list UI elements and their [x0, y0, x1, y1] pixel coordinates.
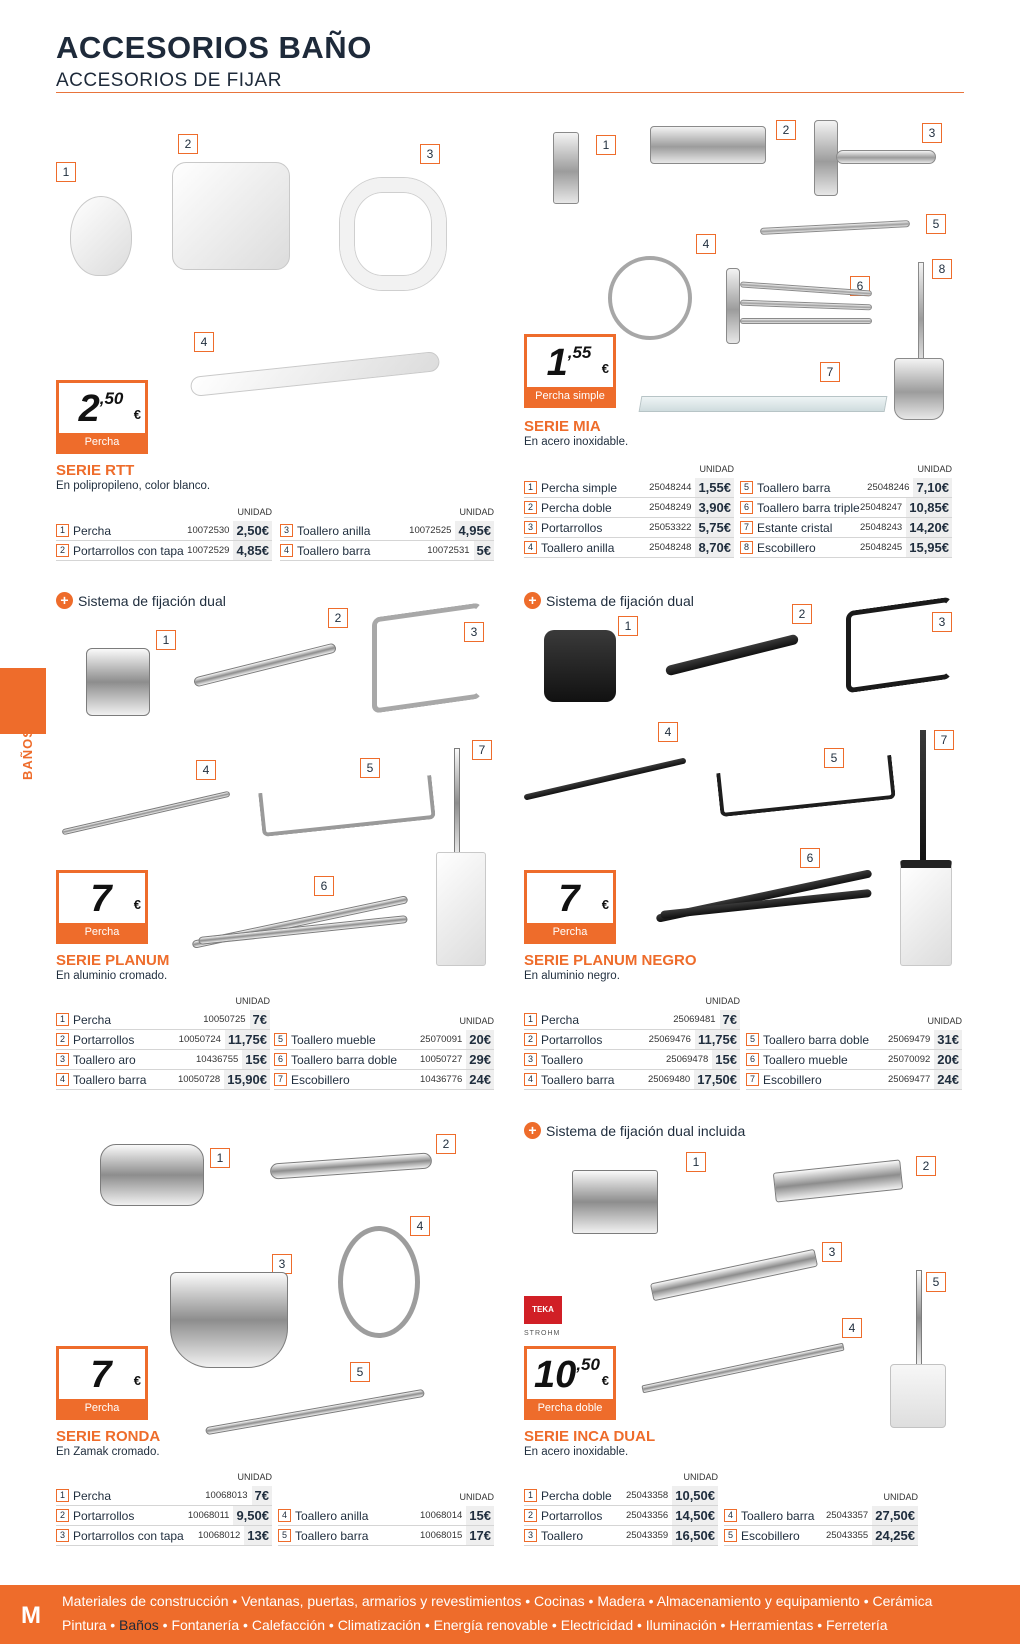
table-row: 2 Portarrollos con tapa 10072529 4,85€: [56, 541, 272, 561]
footer-link-active[interactable]: Baños: [119, 1617, 159, 1633]
mia-price-badge: $1^{,55}$ € Percha simple: [524, 334, 616, 408]
item-number: 6: [314, 876, 334, 896]
mia-ring-image: [608, 256, 692, 340]
section-tab: [0, 668, 46, 734]
ronda-bar-image: [205, 1389, 425, 1435]
inca-paper-holder-image: [773, 1159, 903, 1202]
item-number: 3: [464, 622, 484, 642]
table-row: 2 Portarrollos 25069476 11,75€: [524, 1030, 740, 1050]
table-row: 4 Toallero barra 10072531 5€: [280, 541, 494, 561]
table-row: 2 Percha doble 25048249 3,90€: [524, 498, 734, 518]
item-number: 2: [436, 1134, 456, 1154]
rtt-hook-image: [70, 196, 132, 276]
footer-link[interactable]: Calefacción: [251, 1617, 325, 1633]
rtt-series-name: SERIE RTT: [56, 462, 135, 479]
mia-triple-bar-3: [740, 318, 872, 324]
mia-double-hook-image: [650, 126, 766, 164]
item-number: 4: [696, 234, 716, 254]
footer-link[interactable]: Almacenamiento y equipamiento: [656, 1593, 860, 1609]
item-number: 1: [618, 616, 638, 636]
planum-negro-brush-handle: [920, 730, 926, 864]
item-number: 7: [820, 362, 840, 382]
planum-negro-bar-image: [523, 757, 686, 800]
footer-link[interactable]: Energía renovable: [433, 1617, 549, 1633]
teka-logo: TEKA: [524, 1296, 562, 1324]
ronda-table-left: UNIDAD 1 Percha 10068013 7€ 2 Portarrollos 10068011 9,50€ 3 Portarrollos con tapa 10068012 13€: [56, 1472, 272, 1546]
footer-link[interactable]: Pintura: [62, 1617, 107, 1633]
mia-triple-bar-mount: [726, 268, 740, 344]
planum-negro-series-name: SERIE PLANUM NEGRO: [524, 952, 697, 969]
footer-link[interactable]: Fontanería: [171, 1617, 240, 1633]
footer-link[interactable]: Climatización: [337, 1617, 421, 1633]
inca-series-name: SERIE INCA DUAL: [524, 1428, 656, 1445]
table-row: 4 Toallero anilla 10068014 15€: [278, 1506, 494, 1526]
footer-nav-line-1: Materiales de construcción • Ventanas, puertas, armarios y revestimientos • Cocinas • Madera • Almacenamiento y equipamiento • Cerámica: [62, 1593, 933, 1609]
planum-negro-brush-holder-image: [900, 860, 952, 966]
inca-price-badge: $10^{,50}$ € Percha doble: [524, 1346, 616, 1420]
footer-nav: [0, 1585, 1020, 1644]
table-row: 5 Toallero barra 10068015 17€: [278, 1526, 494, 1546]
table-row: 1 Percha 25069481 7€: [524, 1010, 740, 1030]
inca-double-hook-image: [572, 1170, 658, 1234]
planum-hook-image: [86, 648, 150, 716]
table-row: 5 Toallero barra 25048246 7,10€: [740, 478, 952, 498]
planum-cabinet-rail-image: [258, 775, 436, 837]
table-row: 2 Portarrollos 10068011 9,50€: [56, 1506, 272, 1526]
table-row: 7 Estante cristal 25048243 14,20€: [740, 518, 952, 538]
table-row: 4 Toallero barra 25043357 27,50€: [724, 1506, 918, 1526]
item-number: 1: [596, 135, 616, 155]
table-row: 5 Escobillero 25043355 24,25€: [724, 1526, 918, 1546]
item-number: 2: [916, 1156, 936, 1176]
page-subtitle: ACCESORIOS DE FIJAR: [56, 70, 282, 91]
table-row: 3 Toallero 25069478 15€: [524, 1050, 740, 1070]
table-row: 8 Escobillero 25048245 15,95€: [740, 538, 952, 558]
table-row: 2 Portarrollos 25043356 14,50€: [524, 1506, 718, 1526]
header-divider: [56, 92, 964, 93]
inca-brush-handle: [916, 1270, 922, 1366]
planum-table-left: UNIDAD 1 Percha 10050725 7€ 2 Portarrollos 10050724 11,75€ 3 Toallero aro 10436755 15€ 4 Toallero barra 10050728 15,90€: [56, 996, 270, 1090]
planum-table-right: UNIDAD 5 Toallero mueble 25070091 20€ 6 Toallero barra doble 10050727 29€ 7 Escobillero 10436776 24€: [274, 1016, 494, 1090]
table-row: 3 Toallero 25043359 16,50€: [524, 1526, 718, 1546]
item-number: 4: [658, 722, 678, 742]
planum-price-badge: 7 € Percha: [56, 870, 148, 944]
planum-paper-holder-image: [193, 642, 337, 687]
plus-icon: +: [56, 592, 73, 609]
item-number: 1: [686, 1152, 706, 1172]
item-number: 1: [210, 1148, 230, 1168]
rtt-ring-image: [340, 178, 446, 290]
item-number: 5: [360, 758, 380, 778]
planum-series-name: SERIE PLANUM: [56, 952, 170, 969]
table-row: 6 Toallero barra doble 10050727 29€: [274, 1050, 494, 1070]
ronda-series-name: SERIE RONDA: [56, 1428, 161, 1445]
section-label: BAÑOS: [20, 728, 35, 780]
dual-fix-note: + Sistema de fijación dual incluida: [524, 1122, 745, 1139]
inca-table-left: UNIDAD 1 Percha doble 25043358 10,50€ 2 Portarrollos 25043356 14,50€ 3 Toallero 25043359 16,50€: [524, 1472, 718, 1546]
mia-hook-image: [553, 132, 579, 204]
item-number: 2: [776, 120, 796, 140]
mia-triple-bar-2: [740, 300, 872, 311]
table-row: 6 Toallero barra triple 25048247 10,85€: [740, 498, 952, 518]
plus-icon: +: [524, 592, 541, 609]
brand-logo: M: [21, 1602, 41, 1629]
table-row: 1 Percha 10072530 2,50€: [56, 521, 272, 541]
item-number: 3: [932, 612, 952, 632]
ronda-series-desc: En Zamak cromado.: [56, 1446, 160, 1458]
rtt-paper-holder-image: [172, 162, 290, 270]
item-number: 4: [842, 1318, 862, 1338]
ronda-paper-holder-image: [270, 1152, 433, 1179]
inca-brush-holder-image: [890, 1364, 946, 1428]
inca-table-right: UNIDAD 4 Toallero barra 25043357 27,50€ 5 Escobillero 25043355 24,25€: [724, 1492, 918, 1546]
footer-nav-line-2: Pintura • Baños • Fontanería • Calefacción • Climatización • Energía renovable • Electricidad • Iluminación • Herramientas • Ferretería: [62, 1617, 888, 1633]
inca-towel-image: [650, 1249, 818, 1302]
inca-bar-image: [641, 1343, 844, 1394]
item-number: 6: [850, 276, 870, 296]
table-row: 3 Portarrollos 25053322 5,75€: [524, 518, 734, 538]
footer-link[interactable]: Madera: [597, 1593, 645, 1609]
rtt-table-right: UNIDAD 3 Toallero anilla 10072525 4,95€ 4 Toallero barra 10072531 5€: [280, 507, 494, 561]
mia-paper-holder-rod: [836, 150, 936, 164]
dual-fix-note: + Sistema de fijación dual: [56, 592, 226, 609]
item-number: 8: [932, 259, 952, 279]
mia-brush-handle: [918, 262, 924, 366]
table-row: 3 Toallero anilla 10072525 4,95€: [280, 521, 494, 541]
mia-series-name: SERIE MIA: [524, 418, 601, 435]
item-number: 6: [800, 848, 820, 868]
item-number: 3: [822, 1242, 842, 1262]
item-number: 5: [824, 748, 844, 768]
table-row: 5 Toallero mueble 25070091 20€: [274, 1030, 494, 1050]
rtt-bar-image: [190, 351, 441, 397]
ronda-paper-holder-lid-image: [170, 1272, 288, 1368]
footer-link[interactable]: Cerámica: [872, 1593, 933, 1609]
item-number: 3: [922, 123, 942, 143]
item-number: 4: [196, 760, 216, 780]
item-number: 1: [56, 162, 76, 182]
item-number: 3: [272, 1254, 292, 1274]
footer-link[interactable]: Herramientas: [729, 1617, 814, 1633]
planum-negro-paper-holder-image: [665, 634, 799, 677]
planum-series-desc: En aluminio cromado.: [56, 970, 168, 982]
item-number: 2: [178, 134, 198, 154]
table-row: 1 Percha simple 25048244 1,55€: [524, 478, 734, 498]
ronda-price-badge: 7 € Percha: [56, 1346, 148, 1420]
planum-negro-table-right: UNIDAD 5 Toallero barra doble 25069479 31€ 6 Toallero mueble 25070092 20€ 7 Escobillero 25069477 24€: [746, 1016, 962, 1090]
item-number: 7: [472, 740, 492, 760]
item-number: 1: [156, 630, 176, 650]
mia-series-desc: En acero inoxidable.: [524, 436, 629, 448]
item-number: 2: [792, 604, 812, 624]
planum-towel-ring-image: [372, 602, 482, 713]
planum-brush-handle: [454, 748, 460, 858]
table-row: 4 Toallero barra 25069480 17,50€: [524, 1070, 740, 1090]
planum-bar-image: [62, 791, 231, 836]
plus-icon: +: [524, 1122, 541, 1139]
dual-fix-note: + Sistema de fijación dual: [524, 592, 694, 609]
item-number: 4: [194, 332, 214, 352]
planum-negro-table-left: UNIDAD 1 Percha 25069481 7€ 2 Portarrollos 25069476 11,75€ 3 Toallero 25069478 15€ 4 Toallero barra 25069480 17,50€: [524, 996, 740, 1090]
inca-series-desc: En acero inoxidable.: [524, 1446, 629, 1458]
item-number: 2: [328, 608, 348, 628]
table-row: 1 Percha doble 25043358 10,50€: [524, 1486, 718, 1506]
mia-table-right: UNIDAD 5 Toallero barra 25048246 7,10€ 6 Toallero barra triple 25048247 10,85€ 7 Estante cristal 25048243 14,20€ 8 Escobillero 25048245 15,95€: [740, 464, 952, 558]
footer-link[interactable]: Ferretería: [826, 1617, 888, 1633]
mia-glass-shelf-image: [639, 396, 888, 412]
planum-negro-towel-ring-image: [846, 597, 952, 694]
mia-brush-holder-image: [894, 358, 944, 420]
footer-link[interactable]: Cocinas: [534, 1593, 585, 1609]
item-number: 3: [420, 144, 440, 164]
planum-negro-cabinet-rail-image: [716, 755, 896, 817]
item-number: 5: [926, 214, 946, 234]
table-row: 7 Escobillero 10436776 24€: [274, 1070, 494, 1090]
table-row: 4 Toallero anilla 25048248 8,70€: [524, 538, 734, 558]
table-row: 1 Percha 10050725 7€: [56, 1010, 270, 1030]
item-number: 7: [934, 730, 954, 750]
planum-negro-hook-image: [544, 630, 616, 702]
footer-link[interactable]: Materiales de construcción: [62, 1593, 229, 1609]
planum-negro-price-badge: 7 € Percha: [524, 870, 616, 944]
table-row: 2 Portarrollos 10050724 11,75€: [56, 1030, 270, 1050]
mia-bar-image: [760, 220, 910, 235]
item-number: 5: [350, 1362, 370, 1382]
strohm-logo: STROHM: [524, 1330, 561, 1337]
ronda-table-right: UNIDAD 4 Toallero anilla 10068014 15€ 5 Toallero barra 10068015 17€: [278, 1492, 494, 1546]
rtt-price-badge: $2^{,50}$ € Percha: [56, 380, 148, 454]
item-number: 5: [926, 1272, 946, 1292]
page-title: ACCESORIOS BAÑO: [56, 30, 372, 65]
table-row: 5 Toallero barra doble 25069479 31€: [746, 1030, 962, 1050]
ronda-ring-image: [338, 1226, 420, 1338]
table-row: 3 Toallero aro 10436755 15€: [56, 1050, 270, 1070]
mia-table-left: UNIDAD 1 Percha simple 25048244 1,55€ 2 Percha doble 25048249 3,90€ 3 Portarrollos 25053322 5,75€ 4 Toallero anilla 25048248 8,70€: [524, 464, 734, 558]
planum-negro-series-desc: En aluminio negro.: [524, 970, 620, 982]
table-row: 1 Percha 10068013 7€: [56, 1486, 272, 1506]
table-row: 7 Escobillero 25069477 24€: [746, 1070, 962, 1090]
rtt-table-left: UNIDAD 1 Percha 10072530 2,50€ 2 Portarrollos con tapa 10072529 4,85€: [56, 507, 272, 561]
item-number: 4: [410, 1216, 430, 1236]
footer-link[interactable]: Ventanas, puertas, armarios y revestimientos: [241, 1593, 522, 1609]
table-row: 4 Toallero barra 10050728 15,90€: [56, 1070, 270, 1090]
footer-link[interactable]: Electricidad: [560, 1617, 634, 1633]
footer-link[interactable]: Iluminación: [645, 1617, 717, 1633]
rtt-series-desc: En polipropileno, color blanco.: [56, 480, 211, 492]
mia-paper-holder-image: [814, 120, 838, 196]
planum-brush-holder-image: [436, 852, 486, 966]
table-row: 3 Portarrollos con tapa 10068012 13€: [56, 1526, 272, 1546]
ronda-hook-image: [100, 1144, 204, 1206]
table-row: 6 Toallero mueble 25070092 20€: [746, 1050, 962, 1070]
